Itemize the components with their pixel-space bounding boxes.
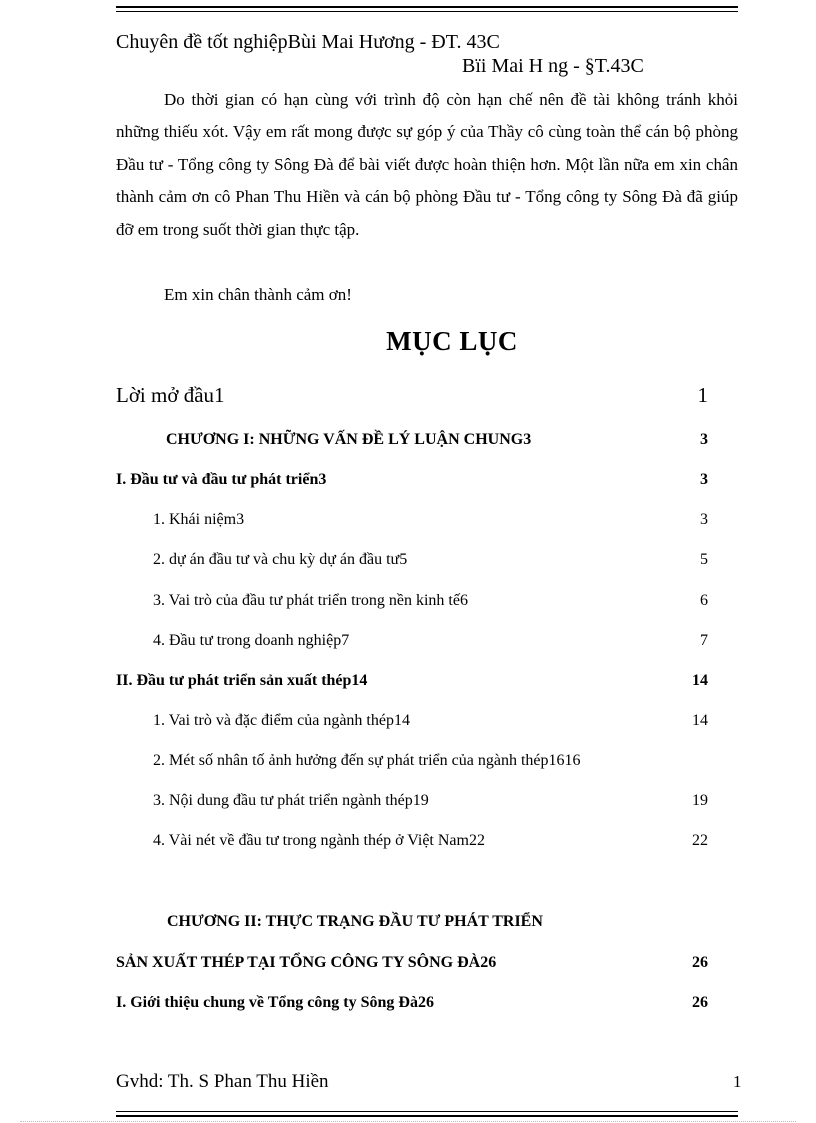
toc-entry [116, 471, 708, 497]
toc-entry-page: 5 [700, 551, 708, 568]
toc-entry-page: 3 [700, 511, 708, 528]
toc-entry [116, 431, 708, 457]
toc-entry [116, 511, 708, 537]
toc-entry-page: 22 [692, 832, 708, 849]
toc-entry-text: CHƯƠNG II: THỰC TRẠNG ĐẦU TƯ PHÁT TRIỂN [167, 913, 543, 930]
toc-entry-text: 1. Khái niệm3 [153, 511, 245, 528]
toc-entry-page: 1 [697, 383, 708, 407]
toc-entry-text: 2. Mét số nhân tố ảnh hưởng đến sự phát triển của ngành thép1616 [153, 752, 581, 769]
footer-page-number: 1 [733, 1072, 742, 1091]
toc-entry [116, 672, 708, 698]
toc-entry-text: 4. Đầu tư trong doanh nghiệp7 [153, 632, 350, 649]
toc-entry-page: 7 [700, 632, 708, 649]
toc-entry-text: 1. Vai trò và đặc điểm của ngành thép14 [153, 712, 410, 729]
toc-entry [116, 592, 708, 618]
toc-entry-text: 3. Vai trò của đầu tư phát triển trong nền kinh tế6 [153, 592, 468, 609]
toc-entry [116, 913, 708, 939]
toc-entry [116, 551, 708, 577]
toc-entry [116, 832, 708, 858]
toc-entry-text: Lời mở đầu1 [116, 383, 225, 407]
toc-entry-text: CHƯƠNG I: NHỮNG VẤN ĐỀ LÝ LUẬN CHUNG3 [166, 431, 532, 448]
running-header-garbled: Bïi Mai H ng - §T.43C [462, 55, 644, 77]
toc-entry [116, 632, 708, 658]
toc-entry-page: 19 [692, 792, 708, 809]
toc-entry-text: II. Đầu tư phát triển sản xuất thép14 [116, 672, 368, 689]
toc-entry-text: 3. Nội dung đầu tư phát triển ngành thép19 [153, 792, 429, 809]
toc-title: MỤC LỤC [386, 326, 518, 356]
toc-entry-page: 3 [700, 471, 708, 488]
toc-entry-page: 3 [700, 431, 708, 448]
toc-entry [116, 712, 708, 738]
toc-entry-page: 14 [692, 712, 708, 729]
toc-entry [116, 954, 708, 980]
toc-entry-text: 2. dự án đầu tư và chu kỳ dự án đầu tư5 [153, 551, 408, 568]
toc-entry [116, 752, 708, 778]
thanks-line: Em xin chân thành cảm ơn! [164, 285, 352, 304]
toc-entry [116, 994, 708, 1020]
toc-entry-text: SẢN XUẤT THÉP TẠI TỔNG CÔNG TY SÔNG ĐÀ26 [116, 954, 497, 971]
footer-supervisor: Gvhd: Th. S Phan Thu Hiền [116, 1071, 329, 1092]
toc-entry-text: I. Giới thiệu chung về Tổng công ty Sông Đà26 [116, 994, 434, 1011]
toc-entry [116, 383, 708, 409]
running-header: Chuyên đề tốt nghiệpBùi Mai Hương - ĐT. 43C [116, 31, 500, 53]
acknowledgement-paragraph: Do thời gian có hạn cùng với trình độ còn hạn chế nên đề tài không tránh khỏi những thiếu xót. Vậy em rất mong được sự góp ý của Thầy cô cùng toàn thể cán bộ phòng Đầu tư - Tổng công ty Sông Đà để bài viết được hoàn thiện hơn. Một lần nữa em xin chân thành cảm ơn cô Phan Thu Hiền và cán bộ phòng Đầu tư - Tổng công ty Sông Đà đã giúp đỡ em trong suốt thời gian thực tập. [116, 90, 738, 239]
toc-entry-page: 14 [692, 672, 708, 689]
header-rule [116, 6, 738, 12]
toc-entry [116, 792, 708, 818]
toc-entry-text: I. Đầu tư và đầu tư phát triển3 [116, 471, 327, 488]
toc-entry-page: 26 [692, 994, 708, 1011]
toc-entry-text: 4. Vài nét về đầu tư trong ngành thép ở Việt Nam22 [153, 832, 485, 849]
page-edge-dotted-line [20, 1121, 796, 1122]
footer-rule [116, 1111, 738, 1117]
toc-entry-page: 26 [692, 954, 708, 971]
toc-entry-page: 6 [700, 592, 708, 609]
